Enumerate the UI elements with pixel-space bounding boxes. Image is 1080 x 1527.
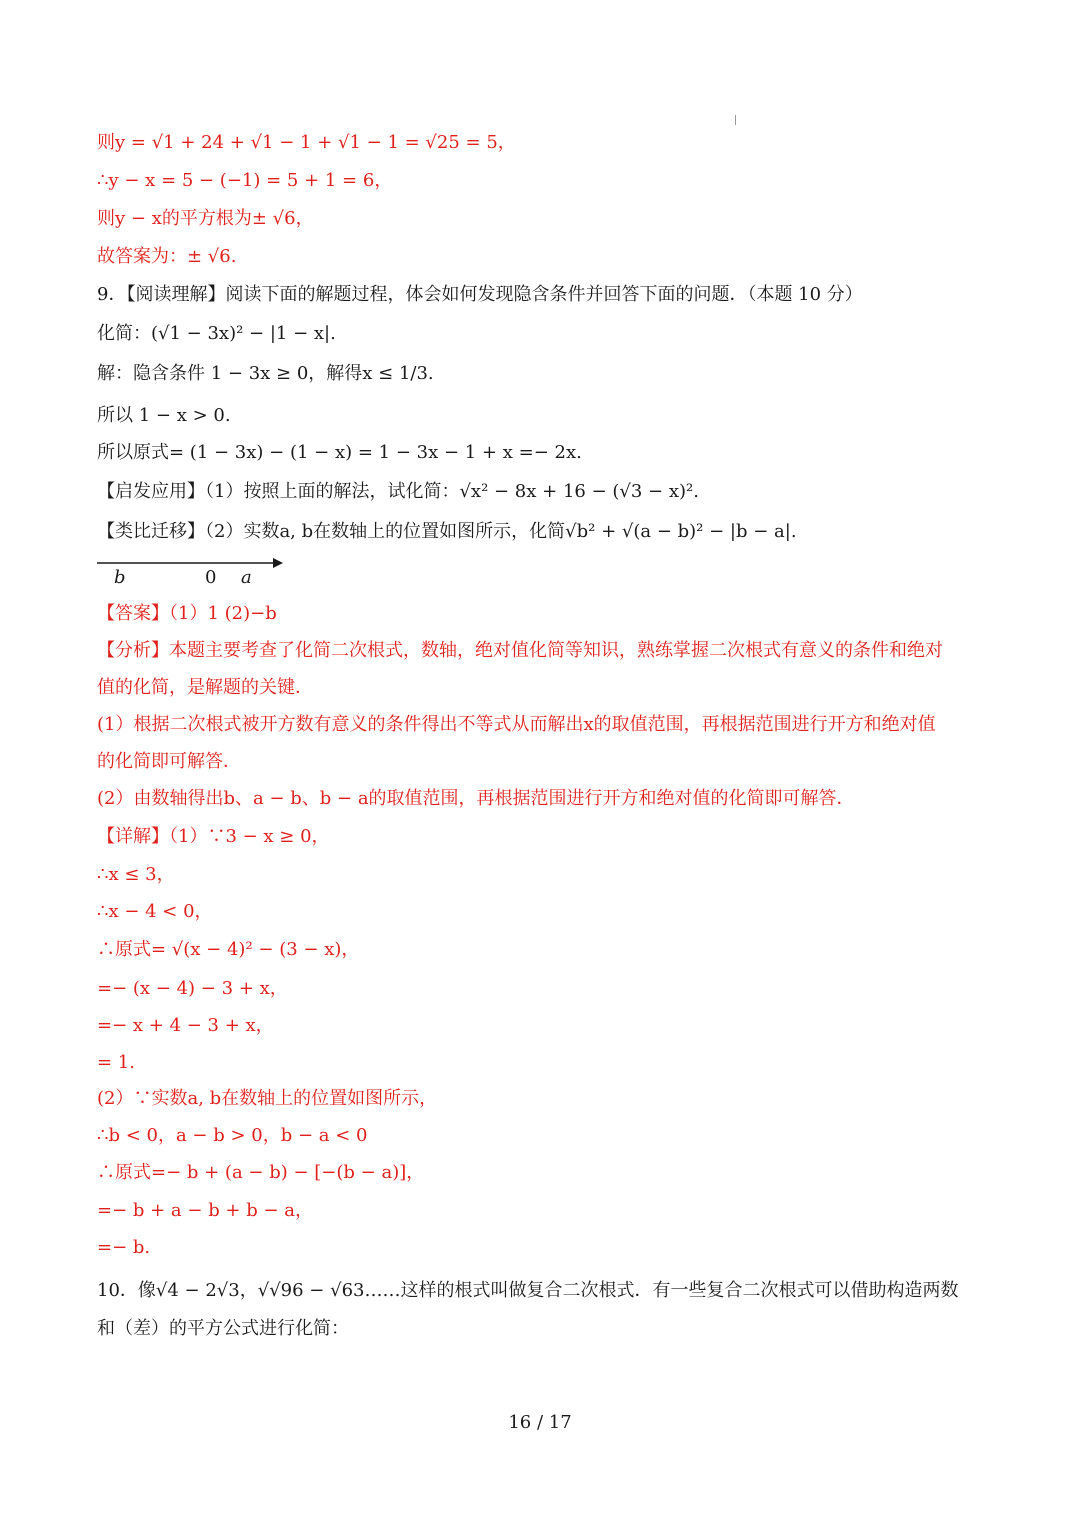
text-line: ∴b < 0，a − b > 0，b − a < 0 bbox=[97, 1125, 368, 1146]
text-line: 则y − x的平方根为± √6， bbox=[97, 208, 314, 229]
page-number: 16 / 17 bbox=[508, 1412, 572, 1433]
text-line: 【类比迁移】（2）实数a, b在数轴上的位置如图所示，化简√b² + √(a − b)² − |b − a|. bbox=[97, 521, 797, 542]
text-line: 所以原式= (1 − 3x) − (1 − x) = 1 − 3x − 1 + x =− 2x. bbox=[97, 442, 582, 463]
question-9-title: 9．【阅读理解】阅读下面的解题过程，体会如何发现隐含条件并回答下面的问题．（本题 10 分） bbox=[97, 284, 863, 305]
text-line: =− (x − 4) − 3 + x， bbox=[97, 978, 288, 999]
text-line: =− b. bbox=[97, 1237, 151, 1258]
text-line: 【启发应用】（1）按照上面的解法，试化简：√x² − 8x + 16 − (√3 − x)². bbox=[97, 481, 699, 502]
text-line: 和（差）的平方公式进行化简： bbox=[97, 1318, 349, 1339]
text-line: (2）∵实数a, b在数轴上的位置如图所示， bbox=[97, 1088, 438, 1109]
text-line: 所以 1 − x > 0. bbox=[97, 405, 231, 426]
number-line-diagram bbox=[97, 556, 287, 590]
text-line: 【详解】（1）∵3 − x ≥ 0， bbox=[97, 826, 330, 847]
label-zero: 0 bbox=[205, 567, 217, 588]
text-line: 化简：(√1 − 3x)² − |1 − x|. bbox=[97, 323, 336, 344]
text-line: ∴原式= √(x − 4)² − (3 − x)， bbox=[97, 939, 360, 960]
text-line: ∴y − x = 5 − (−1) = 5 + 1 = 6， bbox=[97, 170, 393, 191]
arrow-right-icon bbox=[273, 558, 283, 568]
text-line: (1）根据二次根式被开方数有意义的条件得出不等式从而解出x的取值范围，再根据范围进行开方和绝对值 bbox=[97, 714, 936, 735]
label-b: b bbox=[114, 567, 126, 588]
text-line: (2）由数轴得出b、a − b、b − a的取值范围，再根据范围进行开方和绝对值的化简即可解答． bbox=[97, 788, 855, 809]
text-line: =− x + 4 − 3 + x， bbox=[97, 1015, 274, 1036]
text-line: = 1. bbox=[97, 1052, 135, 1073]
text-line: =− b + a − b + b − a， bbox=[97, 1200, 314, 1221]
text-line: 故答案为：± √6. bbox=[97, 246, 237, 267]
text-line: 【分析】本题主要考查了化简二次根式，数轴，绝对值化简等知识，熟练掌握二次根式有意义的条件和绝对 bbox=[97, 640, 943, 661]
text-line: 值的化简，是解题的关键． bbox=[97, 677, 313, 698]
text-line: 的化简即可解答． bbox=[97, 751, 241, 772]
label-a: a bbox=[241, 567, 252, 588]
answer-line: 【答案】（1）1 (2)−b bbox=[97, 603, 277, 624]
margin-mark bbox=[735, 115, 736, 125]
text-line: 解：隐含条件 1 − 3x ≥ 0，解得x ≤ 1/3. bbox=[97, 363, 434, 384]
text-line: ∴x − 4 < 0， bbox=[97, 901, 213, 922]
question-10-title: 10．像√4 − 2√3，√√96 − √63……这样的根式叫做复合二次根式．有一些复合二次根式可以借助构造两数 bbox=[97, 1280, 959, 1301]
text-line: 则y = √1 + 24 + √1 − 1 + √1 − 1 = √25 = 5， bbox=[97, 132, 516, 153]
text-line: ∴原式=− b + (a − b) − [−(b − a)]， bbox=[97, 1162, 425, 1183]
text-line: ∴x ≤ 3， bbox=[97, 864, 175, 885]
